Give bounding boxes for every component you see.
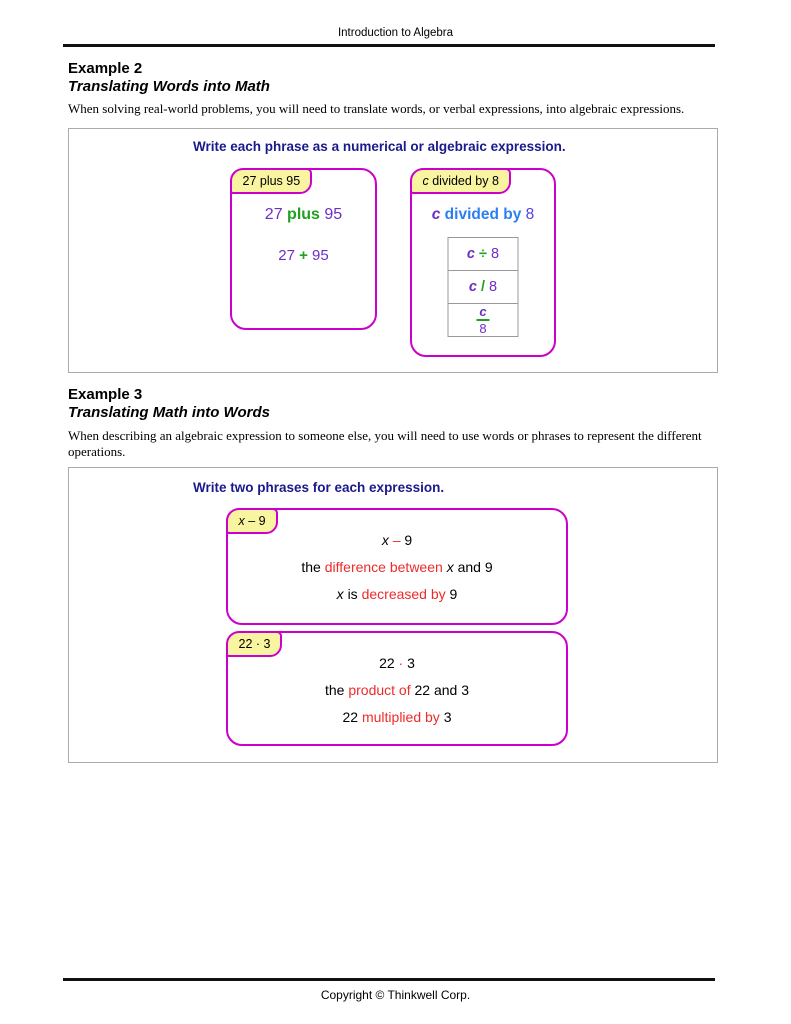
- example3-subheading: Translating Math into Words: [68, 404, 270, 421]
- phrase-line: [228, 559, 566, 575]
- footer-rule: [63, 978, 715, 981]
- card-c-divided-by-8: [410, 168, 556, 357]
- operation-word: plus: [287, 206, 320, 223]
- operation-word: divided by: [444, 206, 522, 223]
- number: 9: [449, 586, 458, 602]
- card-c-divided-by-8-tab: [410, 168, 511, 194]
- division-operator: ÷: [479, 246, 487, 262]
- number: 27: [264, 206, 283, 223]
- header-rule: [63, 44, 715, 47]
- figure2-title: Write two phrases for each expression.: [193, 480, 445, 495]
- text: 22 and 3: [414, 682, 469, 698]
- highlighted-phrase: product of: [348, 682, 411, 698]
- card-22-times-3-tab: [226, 631, 283, 657]
- table-row: [448, 304, 518, 337]
- phrase-line: [228, 709, 566, 725]
- text: the: [324, 682, 345, 698]
- tab-variable: c: [422, 173, 429, 188]
- number: 3: [443, 709, 452, 725]
- card-27-plus-95: [230, 168, 377, 330]
- example2-figure: [68, 128, 718, 373]
- fraction-numerator: c: [479, 304, 487, 319]
- example3-figure: [68, 467, 718, 763]
- tab-label: 27 plus 95: [242, 173, 301, 188]
- variable: c: [431, 206, 441, 223]
- number: 8: [525, 206, 535, 223]
- page-header-title: Introduction to Algebra: [337, 27, 454, 39]
- tab-label: – 9: [244, 513, 266, 528]
- example2-body: When solving real-world problems, you will need to translate words, or verbal expressions, into algebraic expressions.: [68, 101, 685, 116]
- text: is: [347, 586, 358, 602]
- slash-cell: [448, 271, 518, 304]
- highlighted-phrase: difference between: [324, 559, 443, 575]
- text: the: [301, 559, 321, 575]
- number: 95: [312, 247, 329, 264]
- variable: c: [468, 279, 477, 295]
- phrase-line: [228, 586, 566, 602]
- card-x-minus-9-tab: [226, 508, 278, 534]
- expression-line: [232, 247, 375, 264]
- division-notations-table: [448, 237, 519, 337]
- card-27-plus-95-tab: [230, 168, 313, 194]
- division-sign-cell: [448, 238, 518, 271]
- expression-line: [228, 532, 566, 548]
- expression-line: [228, 655, 566, 671]
- example3-heading: Example 3: [68, 386, 143, 403]
- table-row: [448, 271, 518, 304]
- figure1-title: Write each phrase as a numerical or algebraic expression.: [193, 139, 566, 154]
- number: 22: [342, 709, 359, 725]
- card-22-times-3: [226, 631, 568, 746]
- fraction: [477, 305, 490, 335]
- number: 95: [324, 206, 343, 223]
- footer-copyright: Copyright © Thinkwell Corp.: [320, 988, 471, 1002]
- fraction-denominator: 8: [479, 321, 487, 336]
- phrase-line: [232, 206, 375, 224]
- variable: c: [466, 246, 475, 262]
- tab-label: 22 · 3: [238, 636, 271, 651]
- example3-body: When describing an algebraic expression to someone else, you will need to use words or phrases to represent the different operations.: [68, 428, 702, 459]
- dot-operator: ·: [398, 655, 404, 671]
- fraction-cell: [448, 304, 518, 337]
- number: 8: [491, 246, 500, 262]
- card-x-minus-9: [226, 508, 568, 625]
- phrase-line: [412, 206, 554, 224]
- number: 3: [407, 655, 415, 671]
- text: and 9: [457, 559, 493, 575]
- number: 8: [489, 279, 498, 295]
- highlighted-phrase: decreased by: [361, 586, 446, 602]
- variable: x: [336, 586, 344, 602]
- example2-heading: Example 2: [68, 60, 143, 77]
- number: 27: [278, 247, 295, 264]
- variable: x: [446, 559, 454, 575]
- example2-subheading: Translating Words into Math: [68, 78, 270, 95]
- number: 9: [404, 532, 413, 548]
- table-row: [448, 238, 518, 271]
- number: 22: [379, 655, 395, 671]
- highlighted-phrase: multiplied by: [361, 709, 440, 725]
- minus-operator: –: [392, 532, 401, 548]
- slash-operator: /: [480, 279, 486, 295]
- variable: x: [381, 532, 389, 548]
- plus-operator: +: [299, 247, 308, 264]
- tab-label: divided by 8: [428, 173, 499, 188]
- phrase-line: [228, 682, 566, 698]
- tab-variable: x: [238, 513, 245, 528]
